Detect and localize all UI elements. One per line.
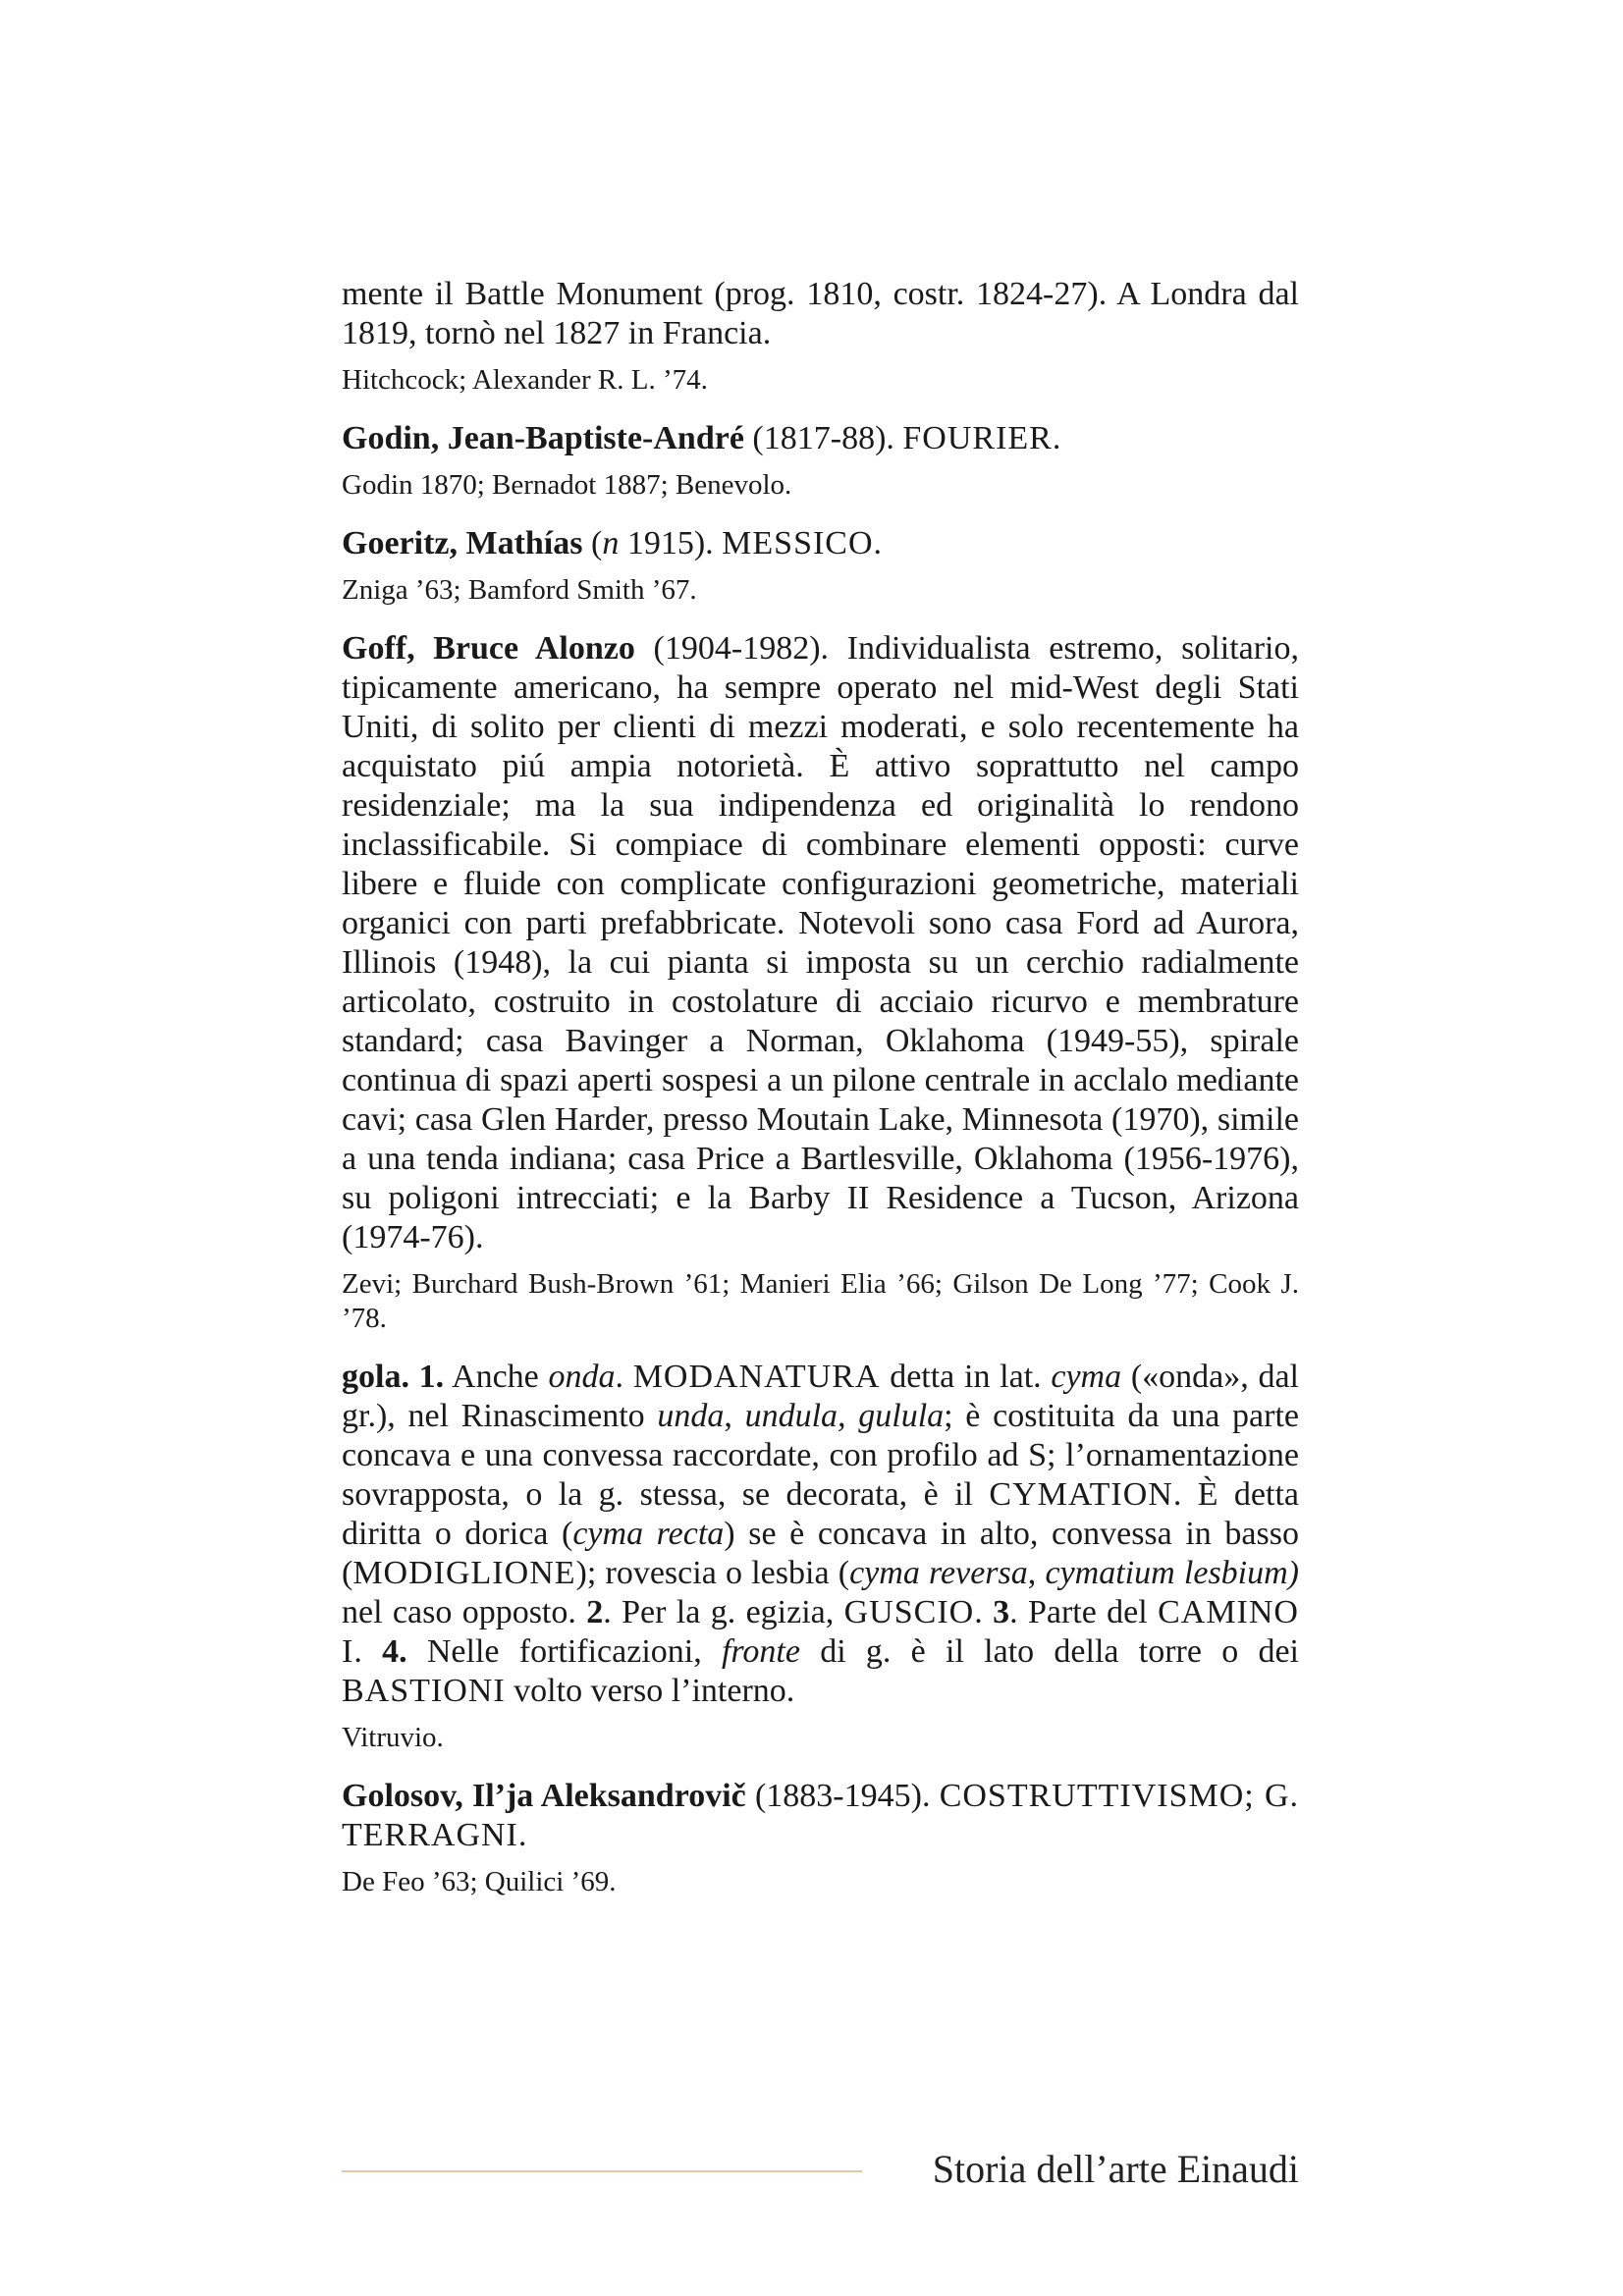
entry-italic: cyma	[1051, 1359, 1122, 1395]
footer-publication-title: Storia dell’arte Einaudi	[932, 2147, 1299, 2191]
entry-references: Vitruvio.	[342, 1722, 444, 1753]
entry-text: mente il Battle Monument (prog. 1810, costr. 1824-27). A Londra dal 1819, tornò nel 1827 in Francia.	[342, 276, 1299, 351]
entry-italic: cyma reversa	[849, 1555, 1028, 1591]
sense-number: 2	[586, 1594, 604, 1630]
entry-dates-italic: n	[602, 525, 620, 561]
entry-body: ,	[724, 1398, 745, 1434]
entry-body: .	[353, 1633, 383, 1670]
entry-body: .	[974, 1594, 994, 1630]
entry-references: Godin 1870; Bernadot 1887; Benevolo.	[342, 469, 792, 501]
entry-body: volto verso l’interno.	[505, 1673, 795, 1709]
entry-dates: (1904-1982).	[634, 630, 847, 667]
entry-italic: unda	[657, 1398, 725, 1434]
entry-references: De Feo ’63; Quilici ’69.	[342, 1866, 617, 1897]
entry-references: Zniga ’63; Bamford Smith ’67.	[342, 574, 697, 606]
entry-body: detta in lat.	[880, 1359, 1052, 1395]
entry-body: («onda», dal gr.), nel Rinascimento	[342, 1359, 1299, 1434]
entry-golosov	[342, 1777, 1299, 1899]
entry-body: ,	[1027, 1555, 1046, 1591]
cross-reference-link[interactable]: COSTRUTTIVISMO; G. TERRAGNI.	[342, 1778, 1299, 1853]
entry-italic: onda	[548, 1359, 616, 1395]
entry-references: Zevi; Burchard Bush-Brown ’61; Manieri Elia ’66; Gilson De Long ’77; Cook J. ’78.	[342, 1268, 1299, 1334]
cross-reference-link[interactable]: GUSCIO	[843, 1594, 975, 1630]
cross-reference-link[interactable]: MODANATURA	[632, 1359, 881, 1395]
entry-body: .	[615, 1359, 633, 1395]
sense-number: 1.	[408, 1359, 445, 1395]
entry-headword: gola.	[342, 1359, 409, 1395]
entry-dates: 1915).	[619, 525, 723, 561]
entry-headword: Golosov, Il’ja Aleksandrovič	[342, 1778, 746, 1814]
entry-heading-line	[342, 419, 1299, 458]
entry-gola	[342, 1358, 1299, 1755]
entry-italic: cymatium lesbium)	[1045, 1555, 1299, 1591]
entry-body: nel caso opposto.	[342, 1594, 587, 1630]
entry-text	[342, 1358, 1299, 1711]
entry-goff	[342, 629, 1299, 1336]
entry-body: Nelle fortificazioni,	[406, 1633, 722, 1670]
sense-number: 4.	[382, 1633, 407, 1670]
entry-heading-line	[342, 1777, 1299, 1855]
cross-reference-link[interactable]: BASTIONI	[342, 1673, 506, 1709]
cross-reference-link[interactable]: MESSICO.	[722, 525, 884, 561]
entry-goeritz	[342, 524, 1299, 608]
main-column	[342, 275, 1299, 1921]
footer-rule	[342, 2170, 862, 2172]
cross-reference-link[interactable]: CAMINO I	[342, 1594, 1299, 1670]
entry-body: ); rovescia o lesbia (	[575, 1555, 850, 1591]
cross-reference-link[interactable]: MODIGLIONE	[352, 1555, 576, 1591]
entry-italic: undula, gulula	[744, 1398, 945, 1434]
entry-italic: fronte	[721, 1633, 800, 1670]
entry-body: Anche	[444, 1359, 549, 1395]
entry-continuation	[342, 275, 1299, 398]
entry-body: ) se è concava in alto, convessa in basso (	[342, 1516, 1299, 1591]
entry-body: Individualista estremo, solitario, tipicamente americano, ha sempre operato nel mid-West degli Stati Uniti, di solito per clienti di mezzi moderati, e solo recentemente ha acquistato piú ampia notorietà. È attivo soprattutto nel campo residenziale; ma la sua indipendenza ed originalità lo rendono inclassificabile. Si compiace di combinare elementi opposti: curve libere e fluide con complicate configurazioni geometriche, materiali organici con parti prefabbricate. Notevoli sono casa Ford ad Aurora, Illinois (1948), la cui pianta si imposta su un cerchio radialmente articolato, costruito in costolature di acciaio ricurvo e membrature standard; casa Bavinger a Norman, Oklahoma (1949-55), spirale continua di spazi aperti sospesi a un pilone centrale in acclalo mediante cavi; casa Glen Harder, presso Moutain Lake, Minnesota (1970), simile a una tenda indiana; casa Price a Bartlesville, Oklahoma (1956-1976), su poligoni intrecciati; e la Barby II Residence a Tucson, Arizona (1974-76).	[342, 630, 1300, 1255]
entry-body: . Per la g. egizia,	[603, 1594, 844, 1630]
entry-body: di g. è il lato della torre o dei	[799, 1633, 1299, 1670]
entry-headword: Goff, Bruce Alonzo	[342, 630, 635, 667]
cross-reference-link[interactable]: FOURIER.	[902, 420, 1062, 456]
entry-dates: (1883-1945).	[745, 1778, 940, 1814]
entry-dates: (	[582, 525, 603, 561]
entry-text	[342, 629, 1299, 1257]
entry-references: Hitchcock; Alexander R. L. ’74.	[342, 364, 708, 396]
entry-body: ; è costituita da una parte concava e una convessa raccordate, con profilo ad S; l’ornamentazione sovrapposta, o la g. stessa, se decorata, è il	[342, 1398, 1299, 1513]
sense-number: 3	[993, 1594, 1010, 1630]
entry-italic: cyma recta	[572, 1516, 725, 1552]
entry-heading-line	[342, 524, 1299, 563]
entry-body: . Parte del	[1009, 1594, 1159, 1630]
entry-body: . È detta diritta o dorica (	[342, 1476, 1300, 1552]
entry-headword: Godin, Jean-Baptiste-André	[342, 420, 744, 456]
entry-dates: (1817-88).	[743, 420, 903, 456]
entry-headword: Goeritz, Mathías	[342, 525, 583, 561]
cross-reference-link[interactable]: CYMATION	[989, 1476, 1173, 1513]
entry-godin	[342, 419, 1299, 503]
